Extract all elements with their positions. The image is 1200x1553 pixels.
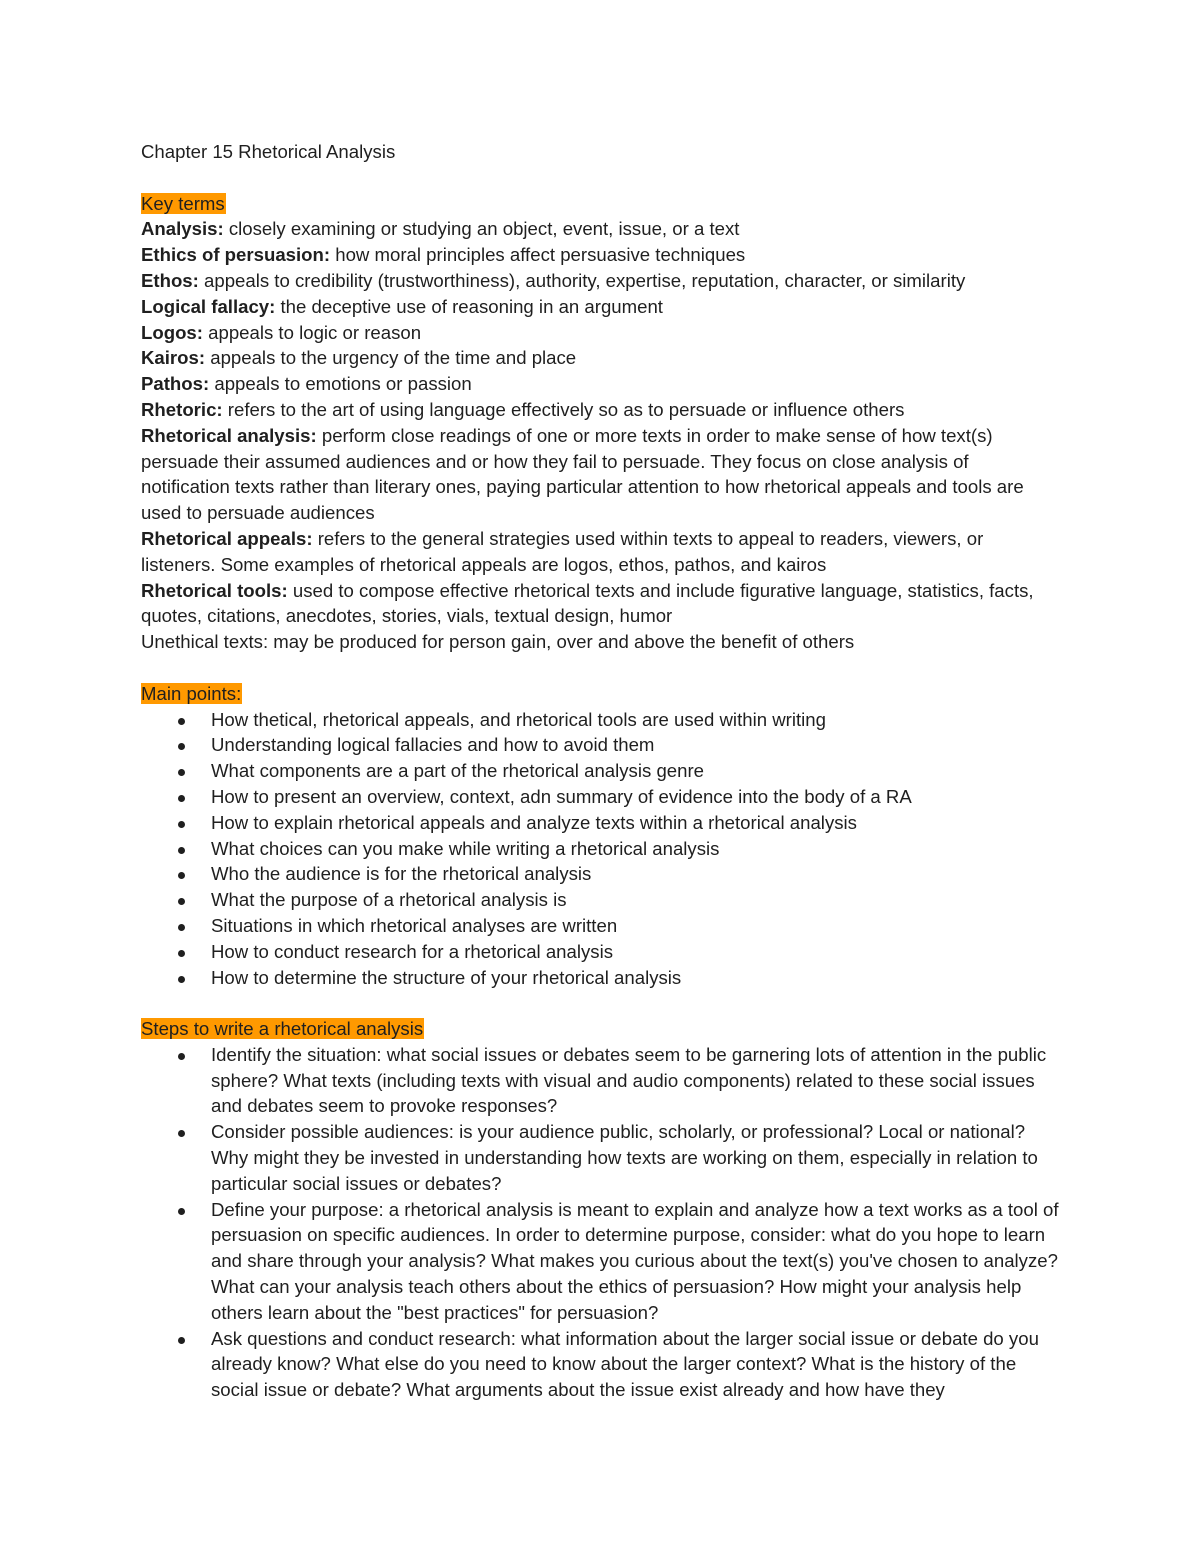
key-term-kairos <box>141 345 1061 371</box>
term-definition: the deceptive use of reasoning in an argument <box>275 295 663 317</box>
key-term-rhetorical-appeals <box>141 526 1061 578</box>
list-item <box>141 707 1061 733</box>
key-term-logical-fallacy <box>141 294 1061 320</box>
list-item-text: What choices can you make while writing a rhetorical analysis <box>211 837 720 859</box>
list-item <box>141 1326 1061 1403</box>
list-item <box>141 836 1061 862</box>
bullet-icon <box>178 743 185 750</box>
list-item <box>141 1042 1061 1119</box>
key-terms-heading: Key terms <box>141 192 225 214</box>
bullet-icon <box>178 821 185 828</box>
list-item-text: How to conduct research for a rhetorical analysis <box>211 940 614 962</box>
key-term-rhetorical-analysis <box>141 423 1061 526</box>
list-item-text: How to determine the structure of your rhetorical analysis <box>211 966 682 988</box>
list-item-text: Define your purpose: a rhetorical analysis is meant to explain and analyze how a text works as a tool of persuasion on specific audiences. In order to determine purpose, consider: what do you hope to learn and share through your analysis? What makes you curious about the text(s) you've chosen to analyze? What can your analysis teach others about the ethics of persuasion? How might your analysis help others learn about the "best practices" for persuasion? <box>211 1198 1059 1323</box>
term-definition: appeals to credibility (trustworthiness), authority, expertise, reputation, character, or similarity <box>198 269 966 291</box>
bullet-icon <box>178 1130 185 1137</box>
term-label: Logos: <box>141 321 203 343</box>
bullet-icon <box>178 950 185 957</box>
term-label: Pathos: <box>141 373 210 395</box>
list-item <box>141 861 1061 887</box>
key-term-unethical-texts: Unethical texts: may be produced for person gain, over and above the benefit of others <box>141 631 855 653</box>
spacer <box>141 990 1061 1016</box>
list-item <box>141 913 1061 939</box>
key-terms-heading-line <box>141 191 1061 217</box>
list-item <box>141 758 1061 784</box>
list-item <box>141 965 1061 991</box>
bullet-icon <box>178 976 185 983</box>
key-term-rhetorical-tools <box>141 578 1061 630</box>
list-item-text: Ask questions and conduct research: what information about the larger social issue or debate do you already know? What else do you need to know about the larger context? What is the history of the social issue or debate? What arguments about the issue exist already and how have they <box>211 1327 1039 1401</box>
key-term-pathos <box>141 371 1061 397</box>
bullet-icon <box>178 1337 185 1344</box>
bullet-icon <box>178 847 185 854</box>
list-item <box>141 1197 1061 1326</box>
term-definition: refers to the general strategies used within texts to appeal to readers, viewers, or listeners. Some examples of rhetorical appeals are logos, ethos, pathos, and kairos <box>141 527 984 575</box>
steps-heading-line <box>141 1016 1061 1042</box>
main-points-heading-line <box>141 681 1061 707</box>
term-definition: used to compose effective rhetorical texts and include figurative language, statistics, facts, quotes, citations, anecdotes, stories, vials, textual design, humor <box>141 579 1034 627</box>
document-page <box>141 139 1061 1403</box>
document-title: Chapter 15 Rhetorical Analysis <box>141 141 396 162</box>
list-item-text: What the purpose of a rhetorical analysis is <box>211 889 567 911</box>
term-definition: perform close readings of one or more texts in order to make sense of how text(s) persuade their assumed audiences and or how they fail to persuade. They focus on close analysis of notification texts rather than literary ones, paying particular attention to how rhetorical appeals and tools are used to persuade audiences <box>141 424 1024 524</box>
term-label: Rhetorical analysis: <box>141 424 317 446</box>
list-item <box>141 784 1061 810</box>
steps-heading: Steps to write a rhetorical analysis <box>141 1018 424 1040</box>
main-points-list <box>141 707 1061 991</box>
bullet-icon <box>178 795 185 802</box>
steps-section <box>141 1016 1061 1403</box>
main-points-section <box>141 681 1061 991</box>
term-label: Ethos: <box>141 269 199 291</box>
list-item-text: Situations in which rhetorical analyses are written <box>211 914 618 936</box>
bullet-icon <box>178 924 185 931</box>
key-term-analysis <box>141 216 1061 242</box>
term-label: Kairos: <box>141 347 206 369</box>
bullet-icon <box>178 1208 185 1215</box>
list-item <box>141 939 1061 965</box>
bullet-icon <box>178 1053 185 1060</box>
list-item <box>141 732 1061 758</box>
list-item-text: How to present an overview, context, adn summary of evidence into the body of a RA <box>211 785 912 807</box>
term-definition: appeals to emotions or passion <box>209 373 472 395</box>
term-definition: refers to the art of using language effectively so as to persuade or influence others <box>222 398 905 420</box>
term-label: Rhetorical appeals: <box>141 527 313 549</box>
key-term-ethos <box>141 268 1061 294</box>
list-item-text: How to explain rhetorical appeals and analyze texts within a rhetorical analysis <box>211 811 857 833</box>
list-item-text: Understanding logical fallacies and how to avoid them <box>211 734 655 756</box>
list-item <box>141 887 1061 913</box>
list-item-text: How thetical, rhetorical appeals, and rhetorical tools are used within writing <box>211 708 826 730</box>
term-label: Rhetoric: <box>141 398 223 420</box>
spacer <box>141 165 1061 191</box>
term-definition: appeals to logic or reason <box>202 321 422 343</box>
list-item-text: Who the audience is for the rhetorical analysis <box>211 863 592 885</box>
term-definition: closely examining or studying an object, event, issue, or a text <box>223 218 740 240</box>
list-item <box>141 1119 1061 1196</box>
steps-list <box>141 1042 1061 1403</box>
key-term-ethics-of-persuasion <box>141 242 1061 268</box>
list-item-text: Consider possible audiences: is your audience public, scholarly, or professional? Local or national? Why might they be invested in understanding how texts are working on them, especially in relation to particular social issues or debates? <box>211 1121 1038 1194</box>
bullet-icon <box>178 718 185 725</box>
key-term-logos <box>141 320 1061 346</box>
list-item-text: What components are a part of the rhetorical analysis genre <box>211 760 704 782</box>
term-definition: appeals to the urgency of the time and place <box>205 347 577 369</box>
bullet-icon <box>178 769 185 776</box>
term-label: Analysis: <box>141 218 224 240</box>
list-item <box>141 810 1061 836</box>
bullet-icon <box>178 872 185 879</box>
key-terms-section <box>141 191 1061 655</box>
key-term-rhetoric <box>141 397 1061 423</box>
main-points-heading: Main points: <box>141 682 242 704</box>
spacer <box>141 655 1061 681</box>
list-item-text: Identify the situation: what social issues or debates seem to be garnering lots of attention in the public sphere? What texts (including texts with visual and audio components) related to these social issues and debates seem to provoke responses? <box>211 1043 1047 1117</box>
term-label: Ethics of persuasion: <box>141 244 331 266</box>
term-definition: how moral principles affect persuasive techniques <box>330 244 746 266</box>
term-label: Rhetorical tools: <box>141 579 288 601</box>
term-label: Logical fallacy: <box>141 295 276 317</box>
bullet-icon <box>178 898 185 905</box>
